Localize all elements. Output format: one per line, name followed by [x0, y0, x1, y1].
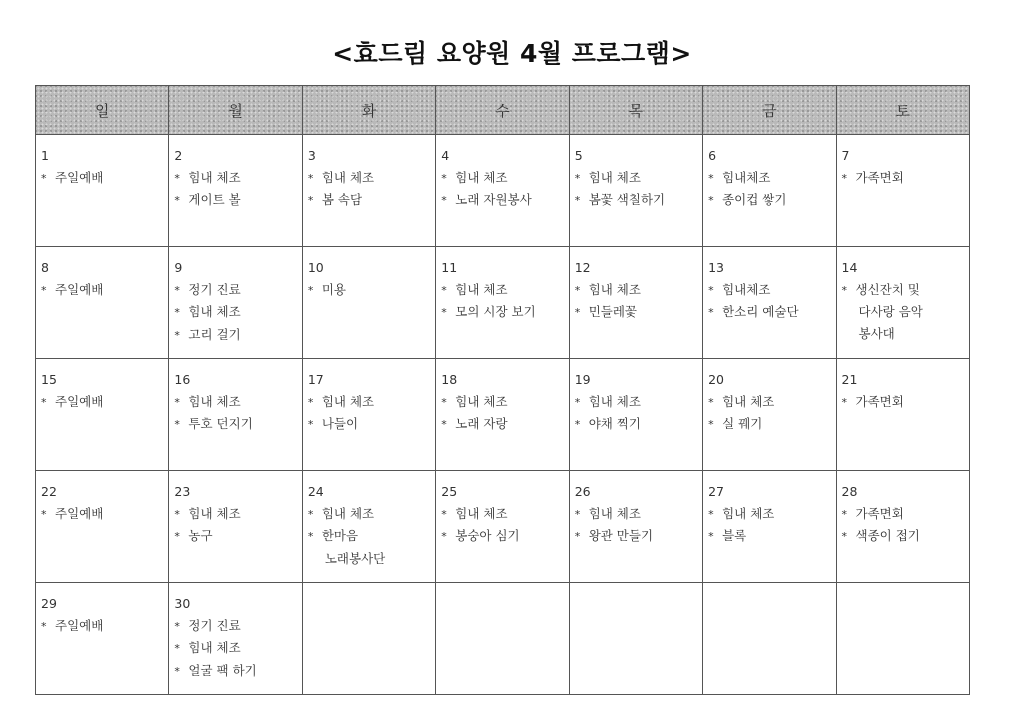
program-label: 힘내 체조 — [588, 505, 641, 521]
calendar-body — [36, 135, 970, 695]
program-item — [575, 525, 702, 548]
program-item — [575, 301, 702, 324]
program-item — [575, 503, 702, 526]
day-cell — [302, 359, 435, 471]
bullet-icon: * — [574, 306, 581, 319]
day-cell — [703, 135, 836, 247]
program-label: 한소리 예술단 — [722, 304, 799, 319]
day-number: 19 — [574, 372, 591, 387]
day-cell — [436, 247, 569, 359]
calendar-table — [35, 85, 970, 695]
day-number: 21 — [841, 372, 858, 387]
day-cell — [436, 471, 569, 583]
day-number: 2 — [174, 148, 183, 163]
program-item — [441, 503, 568, 526]
weekday-header-fri: 금 — [703, 86, 836, 135]
program-label: 게이트 볼 — [188, 192, 241, 207]
program-label: 주일예배 — [55, 505, 104, 521]
program-label: 한마음 — [321, 528, 359, 543]
program-label: 힘내 체조 — [188, 304, 241, 319]
week-row — [36, 135, 970, 247]
bullet-icon: * — [574, 283, 581, 297]
bullet-icon: * — [441, 395, 447, 409]
bullet-icon: * — [174, 194, 180, 207]
program-item — [41, 279, 168, 302]
day-number: 29 — [41, 596, 57, 611]
program-item — [575, 189, 702, 212]
program-item — [842, 279, 969, 302]
day-number: 27 — [708, 484, 725, 499]
day-cell — [302, 247, 435, 359]
day-cell — [302, 135, 435, 247]
page-title: <효드림 요양원 4월 프로그램> — [332, 39, 692, 68]
day-cell — [36, 583, 169, 695]
day-cell — [569, 583, 702, 695]
day-number: 25 — [441, 484, 458, 499]
day-cell — [169, 471, 302, 583]
program-item — [441, 413, 568, 436]
program-label: 정기 진료 — [188, 617, 241, 633]
program-label: 주일예배 — [55, 617, 104, 633]
bullet-icon: * — [174, 642, 180, 655]
day-number: 9 — [174, 260, 183, 275]
program-label: 야채 찍기 — [588, 416, 641, 431]
day-number: 15 — [41, 372, 57, 387]
program-item — [308, 279, 435, 302]
program-label: 봄꽃 색칠하기 — [588, 192, 666, 207]
bullet-icon: * — [41, 283, 47, 297]
day-cell — [302, 471, 435, 583]
bullet-icon: * — [708, 194, 714, 207]
program-item — [308, 503, 435, 526]
weekday-header-sat: 토 — [836, 86, 969, 135]
day-cell — [169, 359, 302, 471]
week-row — [36, 583, 970, 695]
bullet-icon: * — [307, 283, 314, 297]
bullet-icon: * — [174, 418, 180, 431]
day-cell — [569, 359, 702, 471]
bullet-icon: * — [841, 395, 848, 409]
day-number: 6 — [708, 148, 717, 163]
program-label: 힘내 체조 — [321, 393, 375, 409]
bullet-icon: * — [441, 507, 447, 521]
program-label: 농구 — [188, 528, 213, 543]
program-item — [441, 167, 568, 190]
bullet-icon: * — [174, 664, 180, 678]
bullet-icon: * — [708, 395, 714, 409]
program-item — [441, 279, 568, 302]
bullet-icon: * — [41, 171, 47, 185]
program-label: 노래 자랑 — [455, 416, 508, 431]
program-item — [308, 525, 435, 548]
program-item — [575, 167, 702, 190]
program-item — [174, 391, 301, 414]
program-label: 힘내 체조 — [722, 505, 775, 521]
program-label: 색종이 접기 — [855, 528, 920, 543]
program-item — [174, 324, 301, 347]
program-label: 힘내체조 — [722, 169, 771, 185]
day-number: 17 — [307, 372, 324, 387]
bullet-icon: * — [307, 395, 314, 409]
bullet-icon: * — [441, 171, 447, 185]
bullet-icon: * — [841, 530, 848, 543]
program-item — [308, 167, 435, 190]
program-item — [441, 391, 568, 414]
program-item — [575, 391, 702, 414]
day-cell — [703, 359, 836, 471]
day-number: 5 — [574, 148, 583, 163]
program-item — [174, 503, 301, 526]
program-item — [708, 189, 835, 212]
program-item — [174, 167, 301, 190]
bullet-icon: * — [441, 306, 447, 319]
day-number: 28 — [841, 484, 858, 499]
program-item — [842, 391, 969, 414]
day-cell — [836, 135, 969, 247]
bullet-icon: * — [41, 619, 47, 633]
program-item — [441, 189, 568, 212]
day-number: 23 — [174, 484, 191, 499]
program-label: 투호 던지기 — [188, 416, 253, 431]
program-item — [174, 279, 301, 302]
day-cell — [569, 471, 702, 583]
bullet-icon: * — [307, 530, 314, 543]
bullet-icon: * — [574, 418, 581, 431]
program-label: 고리 걸기 — [188, 326, 241, 342]
day-cell — [569, 247, 702, 359]
program-label: 힘내 체조 — [321, 505, 375, 521]
day-cell — [836, 583, 969, 695]
day-cell — [169, 583, 302, 695]
program-label: 힘내 체조 — [455, 281, 508, 297]
day-cell — [436, 135, 569, 247]
program-item — [41, 391, 168, 414]
program-item — [708, 167, 835, 190]
program-label: 가족면회 — [855, 505, 904, 521]
bullet-icon: * — [708, 418, 714, 431]
program-label: 힘내체조 — [722, 281, 771, 297]
program-item — [308, 413, 435, 436]
day-number: 18 — [441, 372, 458, 387]
weekday-header-wed: 수 — [436, 86, 569, 135]
program-item — [41, 167, 168, 190]
program-item — [174, 637, 301, 660]
program-label: 정기 진료 — [188, 281, 241, 297]
day-cell — [169, 247, 302, 359]
program-item — [708, 391, 835, 414]
week-row — [36, 247, 970, 359]
program-label: 가족면회 — [855, 393, 904, 409]
program-label: 힘내 체조 — [455, 505, 508, 521]
program-item — [575, 413, 702, 436]
program-label: 생신잔치 및 — [855, 281, 920, 297]
weekday-header-thu: 목 — [569, 86, 702, 135]
weekday-header-tue: 화 — [302, 86, 435, 135]
program-label: 얼굴 팩 하기 — [188, 662, 257, 678]
program-label-continuation: 봉사대 — [858, 325, 895, 341]
day-cell — [703, 583, 836, 695]
bullet-icon: * — [174, 395, 180, 409]
day-number: 12 — [574, 260, 591, 275]
day-number: 10 — [307, 260, 324, 275]
bullet-icon: * — [307, 171, 314, 185]
program-label: 나들이 — [321, 416, 359, 431]
program-label: 블록 — [722, 528, 747, 543]
program-item — [41, 503, 168, 526]
day-number: 20 — [708, 372, 725, 387]
day-number: 30 — [174, 596, 191, 611]
program-item — [708, 525, 835, 548]
day-cell — [436, 359, 569, 471]
bullet-icon: * — [41, 507, 47, 521]
weekday-header-row — [36, 86, 970, 135]
day-cell — [36, 247, 169, 359]
day-number: 1 — [41, 148, 49, 163]
bullet-icon: * — [307, 194, 314, 207]
program-label: 힘내 체조 — [588, 393, 641, 409]
program-item — [174, 413, 301, 436]
program-label-continuation: 다사랑 음악 — [858, 304, 923, 319]
program-item — [842, 525, 969, 548]
bullet-icon: * — [708, 171, 714, 185]
day-cell — [436, 583, 569, 695]
bullet-icon: * — [708, 283, 714, 297]
program-label: 힘내 체조 — [188, 169, 241, 185]
day-cell — [703, 471, 836, 583]
bullet-icon: * — [708, 507, 714, 521]
program-item — [708, 279, 835, 302]
program-label: 주일예배 — [55, 169, 104, 185]
program-item — [41, 615, 168, 638]
bullet-icon: * — [307, 507, 314, 521]
day-cell — [36, 135, 169, 247]
program-label: 봉숭아 심기 — [455, 528, 520, 543]
program-item — [441, 301, 568, 324]
program-item — [441, 525, 568, 548]
bullet-icon: * — [41, 395, 47, 409]
program-label: 힘내 체조 — [588, 169, 641, 185]
day-number: 11 — [441, 260, 458, 275]
program-label: 힘내 체조 — [455, 169, 508, 185]
program-item — [708, 301, 835, 324]
bullet-icon: * — [841, 507, 848, 521]
program-label: 힘내 체조 — [188, 393, 241, 409]
bullet-icon: * — [574, 194, 581, 207]
bullet-icon: * — [174, 306, 180, 319]
day-cell — [836, 247, 969, 359]
bullet-icon: * — [841, 283, 848, 297]
program-label: 모의 시장 보기 — [455, 304, 536, 319]
program-label: 힘내 체조 — [321, 169, 375, 185]
bullet-icon: * — [841, 171, 848, 185]
day-cell — [169, 135, 302, 247]
bullet-icon: * — [574, 171, 581, 185]
program-item — [308, 391, 435, 414]
day-number: 3 — [307, 148, 316, 163]
program-label: 실 꿰기 — [722, 416, 763, 431]
weekday-header-sun: 일 — [36, 86, 169, 135]
program-label: 힘내 체조 — [455, 393, 508, 409]
program-label: 노래 자원봉사 — [455, 192, 532, 207]
day-number: 13 — [708, 260, 725, 275]
program-label: 힘내 체조 — [188, 640, 241, 655]
program-label: 종이컵 쌓기 — [722, 192, 787, 207]
day-number: 24 — [307, 484, 324, 499]
bullet-icon: * — [441, 283, 447, 297]
bullet-icon: * — [307, 418, 314, 431]
day-cell — [836, 471, 969, 583]
program-label: 힘내 체조 — [722, 393, 775, 409]
program-item — [174, 615, 301, 638]
bullet-icon: * — [174, 328, 180, 342]
day-number: 8 — [41, 260, 49, 275]
week-row — [36, 471, 970, 583]
day-cell — [569, 135, 702, 247]
program-label: 주일예배 — [55, 393, 104, 409]
program-item — [708, 413, 835, 436]
bullet-icon: * — [441, 418, 447, 431]
day-cell — [36, 471, 169, 583]
program-item — [174, 189, 301, 212]
day-number: 14 — [841, 260, 858, 275]
bullet-icon: * — [174, 530, 180, 543]
program-item — [174, 525, 301, 548]
day-cell — [302, 583, 435, 695]
bullet-icon: * — [441, 530, 447, 543]
program-item — [174, 301, 301, 324]
program-label: 가족면회 — [855, 169, 904, 185]
day-cell — [36, 359, 169, 471]
day-number: 4 — [441, 148, 450, 163]
program-item — [308, 189, 435, 212]
day-number: 16 — [174, 372, 191, 387]
day-cell — [703, 247, 836, 359]
program-label: 주일예배 — [55, 281, 104, 297]
day-number: 7 — [841, 148, 850, 163]
weekday-header-mon: 월 — [169, 86, 302, 135]
bullet-icon: * — [574, 395, 581, 409]
program-label: 왕관 만들기 — [588, 528, 654, 543]
bullet-icon: * — [174, 283, 180, 297]
program-item — [575, 279, 702, 302]
program-label: 미용 — [321, 281, 346, 297]
day-cell — [836, 359, 969, 471]
week-row — [36, 359, 970, 471]
bullet-icon: * — [174, 507, 180, 521]
day-number: 22 — [41, 484, 57, 499]
bullet-icon: * — [708, 530, 714, 543]
program-label-continuation: 노래봉사단 — [324, 550, 386, 566]
program-label: 힘내 체조 — [588, 281, 641, 297]
program-item — [842, 503, 969, 526]
program-label: 힘내 체조 — [188, 505, 241, 521]
bullet-icon: * — [574, 507, 581, 521]
bullet-icon: * — [574, 530, 581, 543]
program-item — [842, 167, 969, 190]
bullet-icon: * — [174, 619, 180, 633]
bullet-icon: * — [174, 171, 180, 185]
program-item — [708, 503, 835, 526]
program-label: 봄 속담 — [321, 192, 363, 207]
bullet-icon: * — [708, 306, 714, 319]
program-item — [174, 660, 301, 683]
program-label: 민들레꽃 — [588, 304, 637, 319]
day-number: 26 — [574, 484, 591, 499]
bullet-icon: * — [441, 194, 447, 207]
